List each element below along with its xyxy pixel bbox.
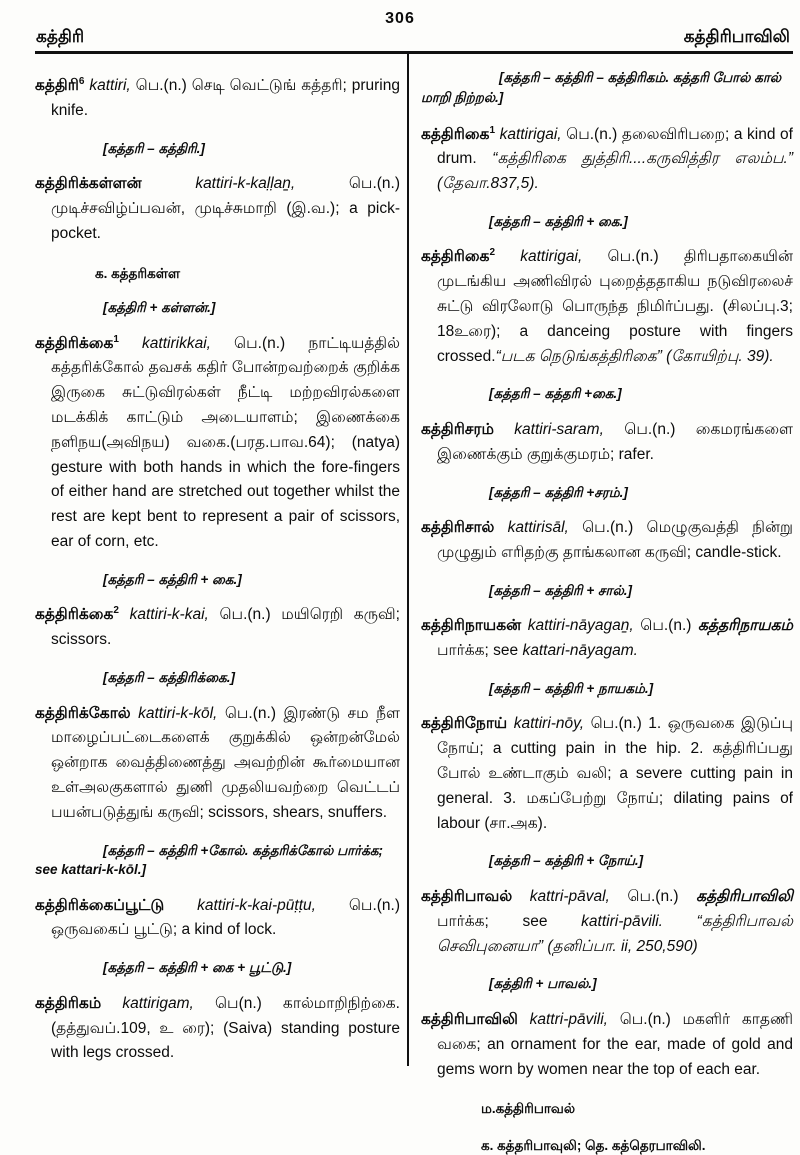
definition-text: பெ.(n.) இரண்டு சம நீள மாழைப்பட்டைகளைக் குறுக்கில் ஒன்றன்மேல் ஒன்றாக வைத்திணைத்து அவற்றின் கூர்மையான உள்அலகுகளால் துணி முதலியவற்றை வெட்டப் பயன்படுத்துங் கருவி; scissors, shears, snuffers. [51,704,400,821]
definition-text: பெ.(n.) கைமரங்களை இணைக்கும் குறுக்குமரம்; rafer. [437,421,794,463]
homograph-number: 1 [489,124,496,136]
dictionary-entry [35,332,400,555]
definition-text: [கத்தரி – கத்திரி +சரம்.] [489,484,628,500]
guide-word-right: கத்திரிபாவிலி [683,27,790,46]
definition-text: பெ.(n.) [609,888,697,906]
definition-text: பெ.(n.) தலைவிரிபறை; a kind of drum. [437,125,793,168]
transliteration: kattiri-pāvili. “கத்திரிபாவல் செவிபுனையா” (தனிப்பா. ii, 250,590) [437,912,793,955]
dictionary-entry [421,418,793,468]
transliteration: kattirikkai, [118,334,211,352]
dictionary-entry [421,123,793,197]
definition-text: பெ.(n.) 1. ஒருவகை இடுப்பு நோய்; a cutting pain in the hip. 2. கத்திரிப்பது போல் உண்டாகும் வலி; a severe cutting pain in general. 3. மகப்பேற்று நோய்; dilating pains of labour (சா.அக). [437,715,793,832]
etymology-note [35,298,400,318]
headword: கத்திரிகை [421,248,490,266]
definition-text: பெ.(n.) செடி வெட்டுங் கத்தரி; pruring knife. [51,77,400,119]
etymology-note [421,212,793,232]
transliteration: kattri-pāvili, [517,1010,608,1028]
dictionary-entry [35,74,400,124]
column-divider [407,54,409,1066]
headword: கத்திரிநாயகன் [421,617,522,635]
headword: கத்திரி [35,77,79,94]
transliteration: kattari-nāyagam. [522,642,638,660]
right-column [421,60,793,1155]
definition-text: பெ(n.) கால்மாறிநிற்கை. (தத்துவப்.109, உ ரை); (Saiva) standing posture with legs crossed. [51,994,400,1062]
dictionary-entry [35,702,400,826]
transliteration: kattiri-k-kōl, [130,704,218,722]
definition-text: பெ.(n.) [633,617,699,635]
headword: கத்திரிசரம் [421,421,494,438]
dictionary-entry [421,245,793,369]
headword: கத்திரிபாவல் [421,888,513,906]
citation-quote: “படக நெடுங்கத்திரிகை” (கோயிற்பு. 39). [495,347,774,365]
transliteration: kattiri-k-kaḷḷaṉ, [141,175,296,193]
headword: கத்திரிகம் [35,994,102,1012]
citation-quote: “கத்திரிகை துத்திரி....கருவித்திர எலம்ப.” (தேவா.837,5). [437,150,793,193]
dictionary-entry [421,1008,793,1082]
definition-text: [கத்தரி – கத்திரி + கை + பூட்டு.] [103,960,292,976]
transliteration: kattiri-saram, [493,421,604,438]
etymology-note [35,841,400,880]
dictionary-entry [35,894,400,944]
page-number: 306 [385,10,415,27]
definition-text: [கத்தரி – கத்திரி +கோல். கத்தரிக்கோல் பார்க்க; see [35,842,383,878]
definition-text: [கத்தரி – கத்தரி +கை.] [489,386,622,402]
etymology-note [421,851,793,871]
header-rule [35,51,793,54]
dictionary-entry [35,172,400,246]
dictionary-entry [421,614,793,664]
etymology-note [421,679,793,699]
cross-reference-headword: கத்தரிநாயகம் [698,617,793,635]
transliteration: kattiri-k-kai, [118,606,209,624]
left-column [35,60,400,1066]
transliteration: kattiri-nōy, [507,715,585,733]
definition-text: [கத்தரி – கத்திரி + கை.] [489,213,628,229]
etymology-note [421,384,793,404]
definition-text: பெ.(n.) திரிபதாகையின் முடங்கிய அணிவிரல் புறைத்ததாகிய நடுவிரலைச் சுட்டு விரலோடு பொருந்த நிமிர்ப்பது. (சிலப்பு.3; 18உரை); a danceing posture with fingers crossed. [437,248,793,365]
definition-text: பெ.(n.) ஒருவகைப் பூட்டு; a kind of lock. [51,896,400,939]
definition-text: பெ.(n.) மகளிர் காதணி வகை; an ornament for the ear, made of gold and gems worn by women near the top of each ear. [437,1010,794,1078]
cognate-note [35,264,400,284]
homograph-number: 6 [78,75,85,87]
definition-text: க. கத்தரிகள்ள [95,265,181,281]
transliteration: kattiri, [84,77,131,94]
headword: கத்திரிக்கை [35,606,114,624]
headword: கத்திரிபாவிலி [421,1010,518,1028]
headword: கத்திரிக்கை [35,334,114,352]
etymology-note [35,139,400,159]
definition-text: பெ.(n.) மெழுகுவத்தி நின்று முழுதும் எரிதற்கு தாங்கலான கருவி; candle-stick. [437,519,793,561]
definition-text: [கத்தரி – கத்திரி + நோய்.] [489,853,644,869]
etymology-note [35,958,400,978]
transliteration: kattiri-k-kai-pūṭṭu, [164,896,316,914]
dictionary-entry [35,992,400,1066]
definition-text: [கத்தரி – கத்திரி.] [103,140,205,156]
definition-text: [கத்தரி – கத்திரி + கை.] [103,571,242,587]
etymology-note [421,483,793,503]
cognate-note [421,1136,793,1155]
headword: கத்திரிகை [421,125,490,143]
definition-text: [கத்திரி + பாவல்.] [489,976,597,992]
transliteration: kattiri-nāyagaṉ, [521,617,634,635]
dictionary-entry [35,603,400,653]
transliteration: kattirigam, [101,994,194,1012]
homograph-number: 1 [113,333,119,345]
dictionary-entry [421,516,793,566]
etymology-note [35,668,400,688]
homograph-number: 2 [113,605,119,617]
definition-text: [கத்தரி – கத்திரி – கத்திரிகம். கத்தரி போல் கால் மாறி நிற்றல்.] [421,70,782,106]
definition-text: பெ.(n.) மயிரெறி கருவி; scissors. [51,606,400,649]
headword: கத்திரிக்கள்ளன் [35,175,142,193]
etymology-continuation [421,68,793,109]
definition-text: க. கத்தரிபாவுலி; தெ. கத்தெரபாவிலி. [481,1137,706,1153]
transliteration: kattirigai, [495,125,562,143]
definition-text: [கத்தரி – கத்திரி + நாயகம்.] [489,680,654,696]
dictionary-entry [421,712,793,836]
headword: கத்திரிசால் [421,519,495,537]
transliteration: kattri-pāval, [512,888,610,906]
dictionary-entry [421,885,793,959]
transliteration: kattari-k-kōl.] [61,862,147,878]
definition-text: பார்க்க; see [437,912,582,930]
headword: கத்திரிநோய் [421,715,508,733]
homograph-number: 2 [489,247,496,259]
headword: கத்திரிக்கைப்பூட்டு [35,896,165,914]
guide-word-left: கத்திரி [36,27,85,46]
definition-text: பெ.(n.) முடிச்சவிழ்ப்பவன், முடிச்சுமாறி (இ.வ.); a pick-pocket. [51,175,400,242]
transliteration: kattirigai, [495,248,583,266]
headword: கத்திரிக்கோல் [35,704,131,722]
definition-text: [கத்தரி – கத்திரி + சால்.] [489,582,633,598]
definition-text: [கத்தரி – கத்திரிக்கை.] [103,670,235,685]
definition-text: [கத்திரி + கள்ளன்.] [103,300,216,316]
etymology-note [421,974,793,994]
cognate-note [421,1099,793,1119]
transliteration: kattirisāl, [494,519,569,537]
etymology-note [421,581,793,601]
cross-reference-headword: கத்திரிபாவிலி [696,888,793,906]
definition-text: பார்க்க; see [437,642,523,660]
etymology-note [35,570,400,590]
definition-text: பெ.(n.) நாட்டியத்தில் கத்தரிக்கோல் தவசக் கதிர் போன்றவற்றைக் குறிக்க இருகை சுட்டுவிரல்கள் நீட்டி மற்றவிரல்களை மடக்கிக் காட்டும் அடையாளம்; இணைக்கை நளிநய(அவிநய) வகை.(பரத.பாவ.64); (natya) gesture with both hands in which the fore-fingers of either hand are stretched out together whilst the rest are kept bent to represent a pair of scissors, ear of corn, etc. [51,334,400,551]
definition-text: ம.கத்திரிபாவல் [481,1101,576,1117]
